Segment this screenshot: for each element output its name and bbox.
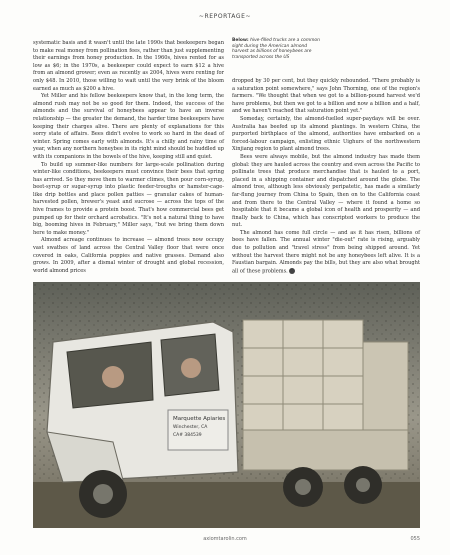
caption-label: Below: bbox=[232, 38, 249, 43]
door-text-line-3: CA# 384539 bbox=[173, 433, 202, 438]
truck-cab bbox=[47, 322, 238, 482]
footer-url: axiomtarolin.com bbox=[203, 536, 247, 542]
article-column-right bbox=[232, 78, 420, 276]
passenger-figure bbox=[181, 358, 201, 378]
section-header: ~REPORTAGE~ bbox=[198, 13, 252, 20]
truck-photo bbox=[33, 282, 420, 528]
article-paragraph: Someday, certainly, the almond-fuelled super-paydays will be over. Australia has beefed up its almond plantings. In western China, the purported birthplace of the almond, authorities have embarked on a forced-labour campaign, enlisting ethnic Uighurs of the northwestern Xinjiang region to plant almond trees. bbox=[232, 115, 420, 153]
door-text-line-1: Marquette Apiaries bbox=[173, 416, 226, 422]
end-mark-icon: G bbox=[289, 268, 295, 274]
truck-illustration bbox=[33, 282, 420, 528]
driver-figure bbox=[102, 366, 124, 388]
article-paragraph: systematic basis and it wasn't until the late 1990s that beekeepers began to make real money from pollination fees, rather than just supplementing their earnings from honey production. In the 1960s, hives rented for as low as $6; in the 1970s, a beekeeper could expect to earn $12 a hive from an almond grower; even as recently as 2004, hives were renting for only $48. In 2010, those willing to wait until the very brink of the bloom earned as much as $200 a hive. bbox=[33, 40, 224, 92]
article-paragraph: Almond acreage continues to increase — almond trees now occupy vast swathes of land across the Central Valley floor that were once covered in oaks, California poppies and native grasses. Demand also grows. In 2009, after a dismal winter of drought and global recession, world almond prices bbox=[33, 237, 224, 274]
article-paragraph-text: The almond has come full circle — and as it has risen, billions of bees have fallen. The annual winter "die-out" rate is rising, arguably due to pollution and "travel stress" from being shipped around. Yet without the harvest there might not be any honeybees left alive. It is a Faustian bargain. Almonds pay the bills, but they are also what brought all of these problems. bbox=[232, 229, 420, 275]
article-paragraph: dropped by 30 per cent, but they quickly rebounded. "There probably is a saturation point somewhere," says John Thorning, one of the region's farmers. "We thought that when we got to a billion-pound harvest we'd have problems, but then we got to a billion and now a billion and a half, and we haven't reached that saturation point yet." bbox=[232, 78, 420, 115]
photo-caption bbox=[232, 38, 322, 60]
page-number: 055 bbox=[410, 536, 420, 542]
hive-crates bbox=[243, 320, 408, 470]
article-column-left bbox=[33, 40, 224, 275]
caption-text: hive-filled trucks are a common sight during the American almond harvest as billions of honeybees are transported across the US bbox=[232, 38, 320, 60]
article-paragraph bbox=[232, 230, 420, 276]
door-text-line-2: Winchester, CA bbox=[173, 425, 208, 430]
article-paragraph: Yet Miller and his fellow beekeepers know that, in the long term, the almond rush may not be so good for them. Indeed, the success of the almonds and the survival of honeybees appear to have an inverse relationship — the greater the demand, the harder time beekeepers have keeping their charges alive. There are plenty of explanations for this sorry state of affairs. Bees didn't evolve to work so hard in the dead of winter. Spring comes early with almonds. It's a chilly and rainy time of year, when any northern honeybee in its right mind should be huddled up with its companions in the bowels of the hive, keeping still and quiet. bbox=[33, 93, 224, 160]
article-paragraph: To build up summer-like numbers for large-scale pollination during winter-like conditions, beekeepers must convince their bees that spring has arrived. So they move them to warmer climes, then pour corn-syrup, beet-syrup or sugar-syrup into plastic feeder-troughs or hamster-cage-like drip bottles and place pollen patties — granular cakes of human-harvested pollen, brewer's yeast and sucrose — across the tops of the hive frames to provide a protein boost. That's how commercial bees get pumped up for their orchard acrobatics. "It's not a natural thing to have big, booming hives in February," Miller says, "but we bring them down here to make money." bbox=[33, 161, 224, 236]
article-paragraph: Bees were always mobile, but the almond industry has made them global: they are hauled across the country and even across the Pacific to pollinate trees that produce merchandise that is hauled to a port, placed in a shipping container and dispatched around the globe. The almond tree, although less obviously peripatetic, has made a similarly far-flung journey from China to Spain, then on to the California coast and from there to the Central Valley — where it found a home so hospitable that it became a global icon of health and prosperity — and finally back to China, which has conscripted workers to produce the nut. bbox=[232, 153, 420, 229]
